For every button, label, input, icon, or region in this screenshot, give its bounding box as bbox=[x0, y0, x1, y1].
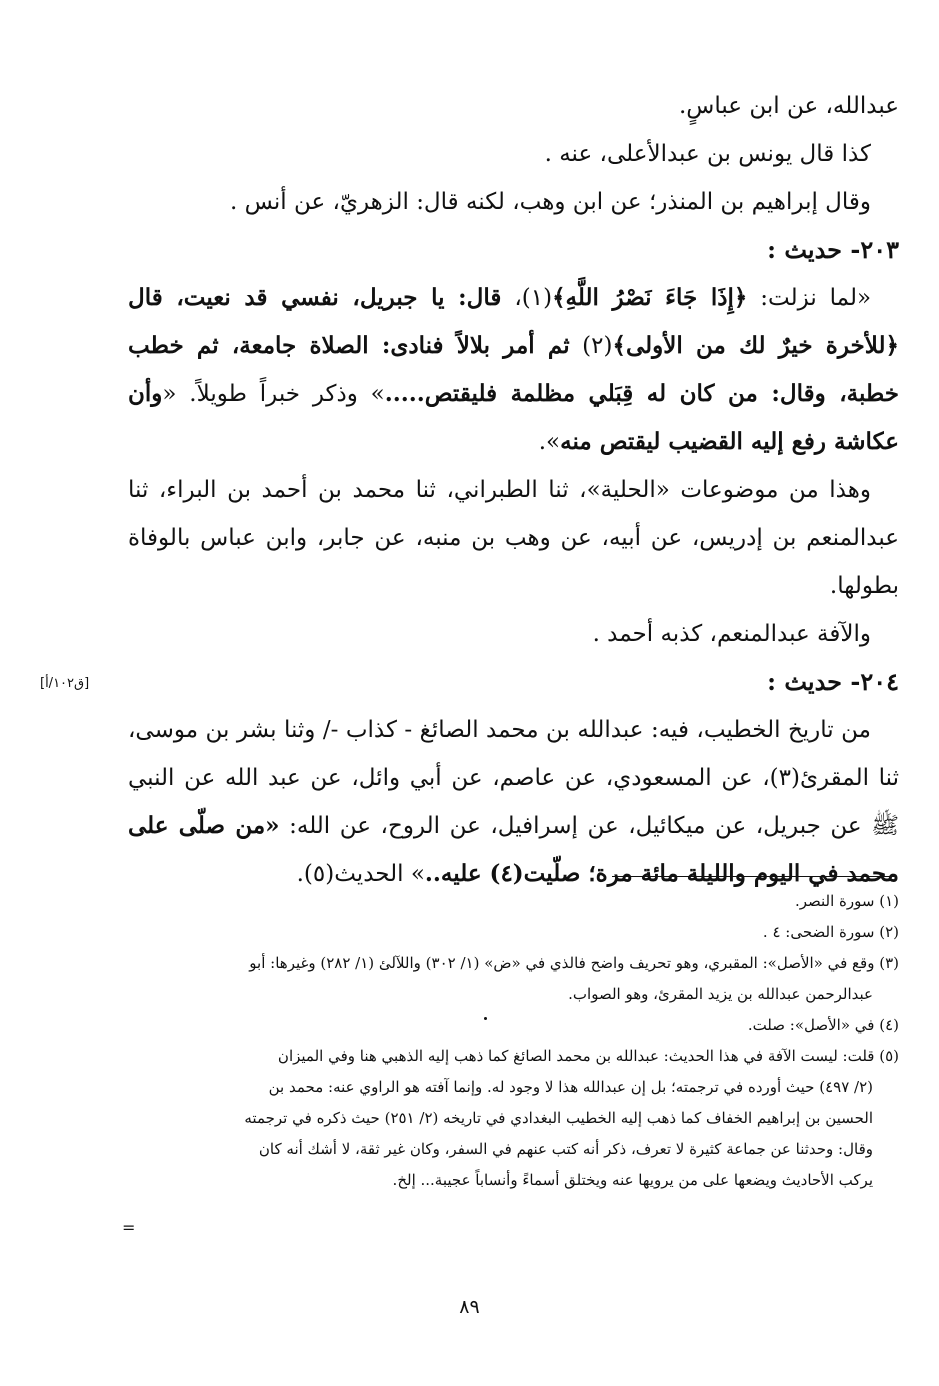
paragraph: وهذا من موضوعات «الحلية»، ثنا الطبراني، ثنا محمد بن أحمد بن البراء، ثنا عبدالمنعم بن إدريس، عن أبيه، عن وهب بن منبه، عن جابر، وابن عباس بالوفاة بطولها. bbox=[128, 477, 899, 599]
footnote-divider bbox=[612, 876, 894, 877]
continuation-mark: = bbox=[122, 1218, 136, 1237]
hadith-heading-204: ٢٠٤- حديث : bbox=[767, 667, 899, 696]
bold-text: «من صلّى على محمد في اليوم والليلة مائة مرة؛ صلّيت(٤) عليه.. bbox=[128, 812, 899, 887]
paragraph: والآفة عبدالمنعم، كذبه أحمد . bbox=[592, 621, 871, 647]
footnote-3: (٣) وقع في «الأصل»: المقبري، وهو تحريف واضح فالذي في «ض» (١/ ٣٠٢) واللآلئ (١/ ٢٨٢) وغيرها: أبو bbox=[249, 954, 899, 972]
footnote-ref: (١)، bbox=[514, 285, 553, 311]
text-run: » الحديث(٥). bbox=[296, 861, 425, 887]
footnote-5: (٥) قلت: ليست الآفة في هذا الحديث: عبدالله بن محمد الصائغ كما ذهب إليه الذهبي هنا وفي الميزان bbox=[277, 1047, 899, 1065]
footnote-5-continued: وقال: وحدثنا عن جماعة كثيرة لا تعرف، ذكر أنه كتب عنهم في السفر، وكان غير ثقة، لا أشك أنه كان bbox=[258, 1140, 873, 1158]
stray-mark bbox=[484, 1017, 487, 1020]
quran-quote: ﴿إِذَا جَاءَ نَصْرُ اللَّهِ﴾ bbox=[552, 284, 748, 311]
paragraph: كذا قال يونس بن عبدالأعلى، عنه . bbox=[544, 141, 871, 167]
footnote-5-continued: الحسين بن إبراهيم الخفاف كما ذهب إليه الخطيب البغدادي في تاريخه (٢/ ٢٥١) حيث ذكره في ترجمته bbox=[244, 1109, 873, 1127]
paragraph bbox=[128, 274, 899, 466]
hadith-heading-203: ٢٠٣- حديث : bbox=[767, 235, 899, 264]
footnote-3-continued: عبدالرحمن عبدالله بن يزيد المقرئ، وهو الصواب. bbox=[568, 985, 873, 1003]
text-run: » وذكر خبراً طويلاً. « bbox=[162, 381, 385, 407]
footnote-5-continued: يركب الأحاديث ويضعها على من يرويها عنه ويختلق أسماءً وأنساباً عجيبة... إلخ. bbox=[392, 1171, 873, 1189]
footnote-5-continued: (٢/ ٤٩٧) حيث أورده في ترجمته؛ بل إن عبدالله هذا لا وجود له. وإنما آفته هو الراوي عنه: محمد بن bbox=[268, 1078, 873, 1096]
main-text bbox=[128, 82, 899, 898]
bold-text: وأن عكاشة رفع إليه القضيب ليقتص منه bbox=[128, 380, 899, 455]
page-number: ٨٩ bbox=[459, 1296, 480, 1318]
bold-text: قال: يا جبريل، نفسي قد نعيت، قال bbox=[128, 284, 502, 311]
text-run: ». bbox=[538, 429, 561, 455]
paragraph: وقال إبراهيم بن المنذر؛ عن ابن وهب، لكنه قال: الزهريّ، عن أنس . bbox=[229, 189, 871, 215]
manuscript-margin-note: [ق١٠٢/أ] bbox=[40, 676, 90, 691]
footnotes bbox=[109, 886, 899, 1196]
paragraph: عبدالله، عن ابن عباسٍ. bbox=[678, 93, 899, 119]
paragraph bbox=[128, 706, 899, 898]
text-run: «لما نزلت: bbox=[760, 285, 872, 311]
footnote-2: (٢) سورة الضحى: ٤ . bbox=[762, 923, 899, 941]
footnote-ref: (٢) bbox=[582, 333, 613, 359]
bold-text: ثم أمر بلالاً فنادى: الصلاة جامعة، ثم خطب خطبة، وقال: من كان له قِبَلي مظلمة فليقتص..... bbox=[128, 332, 899, 407]
quran-quote: ﴿للأخرة خيرٌ لك من الأولى﴾ bbox=[612, 332, 899, 359]
text-run: من تاريخ الخطيب، فيه: عبدالله بن محمد الصائغ - كذاب -/ وثنا بشر بن موسى، ثنا المقرئ(٣)، عن المسعودي، عن عاصم، عن أبي وائل، عن عبد الله عن النبي ﷺ عن جبريل، عن ميكائيل، عن إسرافيل، عن الروح، عن الله: bbox=[128, 717, 899, 839]
footnote-1: (١) سورة النصر. bbox=[794, 892, 899, 910]
footnote-4: (٤) في «الأصل»: صلت. bbox=[747, 1016, 899, 1034]
